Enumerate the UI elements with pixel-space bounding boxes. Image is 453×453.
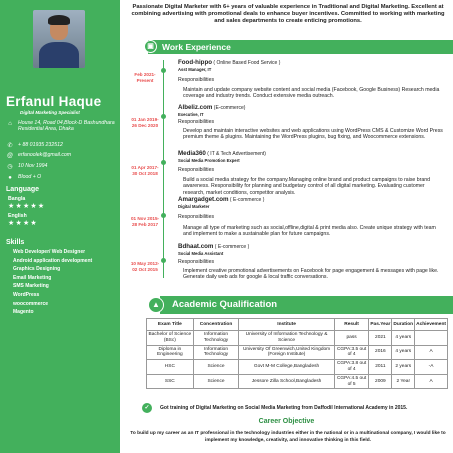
job-description: Develop and maintain interactive websites and web applications using WordPress CMS & Customize Word Press premium theme & plugins. Maintaining the WordPress plugins, bug fixing, and Woocommerce extensions.	[183, 128, 443, 141]
address-row	[6, 120, 116, 133]
company-note: ( IT & Tech Advertisement)	[205, 151, 266, 157]
language-name-english: English	[8, 213, 27, 219]
responsibilities-label: Responsibilities	[178, 119, 215, 125]
job-description: Manage all type of marketing such as social,offline,digital & print media also. Create unique strategy with team and implement to make a sustainable plan for future campaigns.	[183, 225, 436, 238]
column-header: Achievement	[415, 319, 448, 331]
career-objective-text: To build up my career as an IT professional in the technology industries either in the national or in a multinational company, I would like to implement my knowledge, creativity, and innovative thinking in this field.	[130, 431, 446, 443]
academic-header	[152, 296, 453, 314]
graduation-cap-icon: ▲	[148, 297, 164, 313]
table-cell: Information Technology	[193, 331, 239, 346]
table-cell	[415, 331, 448, 346]
skill-item: woocommerce	[13, 300, 49, 307]
table-cell: SSC	[147, 374, 194, 389]
email-text: erfanoolek@gmail.com	[18, 152, 72, 158]
skill-item: Android application development	[13, 257, 93, 264]
job-period: Feb 2021- Present	[134, 72, 156, 83]
table-row	[147, 374, 448, 389]
email-icon: @	[6, 153, 14, 159]
email-row	[6, 152, 116, 160]
table-row	[147, 360, 448, 375]
timeline-dot	[161, 160, 166, 165]
company-note: ( E-commerce )	[213, 244, 250, 250]
company-note: ( E-commerce )	[228, 197, 265, 203]
blood-text: Blood + O	[18, 174, 42, 180]
table-cell: Bachelor of Science (BSc)	[147, 331, 194, 346]
table-cell: 2 Year	[392, 374, 415, 389]
table-cell: 4 years	[392, 331, 415, 346]
company-note: (E-commerce)	[212, 105, 246, 111]
responsibilities-label: Responsibilities	[178, 259, 215, 265]
skill-item: Magento	[13, 309, 34, 316]
location-icon: ⌂	[8, 121, 12, 127]
table-cell: A	[415, 345, 448, 360]
job-position: Asst Manager, IT	[178, 67, 212, 72]
main-content	[120, 0, 453, 453]
column-header: Exam Title	[147, 319, 194, 331]
skills-heading: Skills	[6, 239, 25, 246]
company-name: Bdhaat.com	[178, 243, 214, 250]
table-cell: 4 years	[392, 345, 415, 360]
job-company	[178, 104, 245, 111]
job-description: Build a social media strategy for the company.Managing online brand and product campaigns to raise brand awareness. Responsibility for planning and budgetary control of all digital marketing. Evaluating customer research, market conditions, competitor analysis.	[183, 177, 431, 196]
sidebar	[0, 0, 120, 453]
job-description: Maintain and update company website content and social media (Facebook, Google Business) Research media coverage and industry trends. Conduct extensive media outreach.	[183, 87, 440, 100]
column-header: Concentration	[193, 319, 239, 331]
bangla-rating-stars: ★★★★★	[8, 203, 46, 210]
profile-summary: Passionate Digital Marketer with 6+ years of valuable experience in Traditional and Digital Marketing. Excellent at combining advertising with promotional deals to enhance buyer incentives. Committed to working with marketing and sales departments to create enticing promotions.	[131, 4, 445, 24]
job-period: 10 May 2012- 02 Oct 2015	[130, 261, 160, 272]
job-company	[178, 196, 264, 203]
table-cell: CGPA:3.8 out of 4	[334, 360, 369, 375]
job-company	[178, 243, 249, 250]
training-note	[142, 403, 407, 413]
job-period: 01 Nov 2015- 28 Feb 2017	[130, 216, 160, 227]
column-header: Pas.Year	[369, 319, 392, 331]
table-cell: Science	[193, 360, 239, 375]
briefcase-icon: ▣	[144, 40, 157, 53]
table-cell: pass	[334, 331, 369, 346]
responsibilities-label: Responsibilities	[178, 214, 215, 220]
skill-item: WordPress	[13, 291, 40, 298]
phone-text: + 88 01935 232512	[18, 142, 63, 148]
academic-title: Academic Qualification	[172, 299, 278, 310]
column-header: Duration	[392, 319, 415, 331]
certificate-icon: ✓	[142, 403, 152, 413]
dob-text: 10 Nov 1994	[18, 163, 48, 169]
table-cell: Science	[193, 374, 239, 389]
job-position: Social Media Assistant	[178, 251, 224, 256]
table-cell: 2009	[369, 374, 392, 389]
profile-role: Digital Marketing Specialist	[20, 110, 80, 115]
blood-row	[6, 174, 116, 182]
skill-item: Web Developer/ Web Designer	[13, 249, 86, 255]
work-experience-title: Work Experience	[162, 42, 231, 52]
table-cell: University Of Greenwich,United Kingdom (Foreign Institute)	[239, 345, 334, 360]
table-cell: Jessore Zilla School,Bangladesh	[239, 374, 334, 389]
skill-item: SMS Marketing	[13, 283, 49, 290]
table-cell: 2021	[369, 331, 392, 346]
job-description: Implement creative promotional advertisements on Facebook for page engagement & messages with page like. Generate daily web ads for google & local traffic conversations.	[183, 268, 439, 281]
job-position: Executive, IT	[178, 112, 204, 117]
company-note: ( Online Based Food Service )	[212, 60, 281, 66]
calendar-icon: ◷	[7, 164, 13, 170]
dob-row	[6, 163, 116, 171]
table-cell: CGPA:3.5 out of 4	[334, 345, 369, 360]
table-cell: Diploma in Engineering	[147, 345, 194, 360]
company-name: Amargadget.com	[178, 196, 229, 203]
table-row	[147, 345, 448, 360]
table-cell: 2 years	[392, 360, 415, 375]
job-position: Digital Marketer	[178, 204, 210, 209]
timeline-dot	[161, 68, 166, 73]
language-name-bangla: Bangla	[8, 196, 26, 202]
table-cell: Information Technology	[193, 345, 239, 360]
career-objective-title: Career Objective	[258, 418, 315, 425]
table-cell: CGPA:4.5 out of 5	[334, 374, 369, 389]
company-name: Food-hippo	[178, 59, 213, 66]
company-name: Media360	[178, 150, 206, 157]
english-rating-stars: ★★★★	[8, 220, 38, 227]
profile-name: Erfanul Haque	[6, 94, 102, 109]
timeline-dot	[161, 114, 166, 119]
work-experience-header	[148, 40, 453, 54]
phone-row	[6, 142, 116, 150]
skill-item: Email Marketing	[13, 274, 52, 281]
skills-list	[13, 248, 92, 317]
language-heading: Language	[6, 186, 40, 193]
column-header: Result	[334, 319, 369, 331]
table-cell: -A	[415, 360, 448, 375]
table-cell: 2011	[369, 360, 392, 375]
job-company	[178, 59, 280, 66]
responsibilities-label: Responsibilities	[178, 77, 215, 83]
phone-icon: ✆	[7, 143, 13, 149]
timeline-dot	[161, 213, 166, 218]
table-cell: Govt M-M College,Bangladesh	[239, 360, 334, 375]
academic-table	[146, 318, 448, 389]
table-cell: A	[415, 374, 448, 389]
timeline-line	[163, 60, 164, 278]
timeline-dot	[161, 258, 166, 263]
table-header-row	[147, 319, 448, 331]
skill-item: Graphics Designing	[13, 266, 61, 273]
job-period: 01 Apr 2017- 30 Oct 2018	[131, 165, 159, 176]
table-cell: 2016	[369, 345, 392, 360]
address-text: House 14, Road 04,Block-D Bashundhara Residential Area, Dhaka	[18, 120, 115, 133]
table-row	[147, 331, 448, 346]
blood-drop-icon: ●	[8, 175, 12, 181]
job-period: 01 Jan 2019- 26 Dec 2020	[131, 117, 159, 128]
job-position: Social Media Promotion Expert	[178, 158, 240, 163]
profile-photo	[33, 10, 85, 68]
table-cell: University of Information Technology & Science	[239, 331, 334, 346]
training-note-text: Got training of Digital Marketing on Social Media Marketing from Daffodil International Academy in 2015.	[160, 405, 408, 411]
job-company	[178, 150, 266, 157]
company-name: Albeliz.com	[178, 104, 213, 111]
responsibilities-label: Responsibilities	[178, 167, 215, 173]
table-cell: HSC	[147, 360, 194, 375]
column-header: Institute	[239, 319, 334, 331]
